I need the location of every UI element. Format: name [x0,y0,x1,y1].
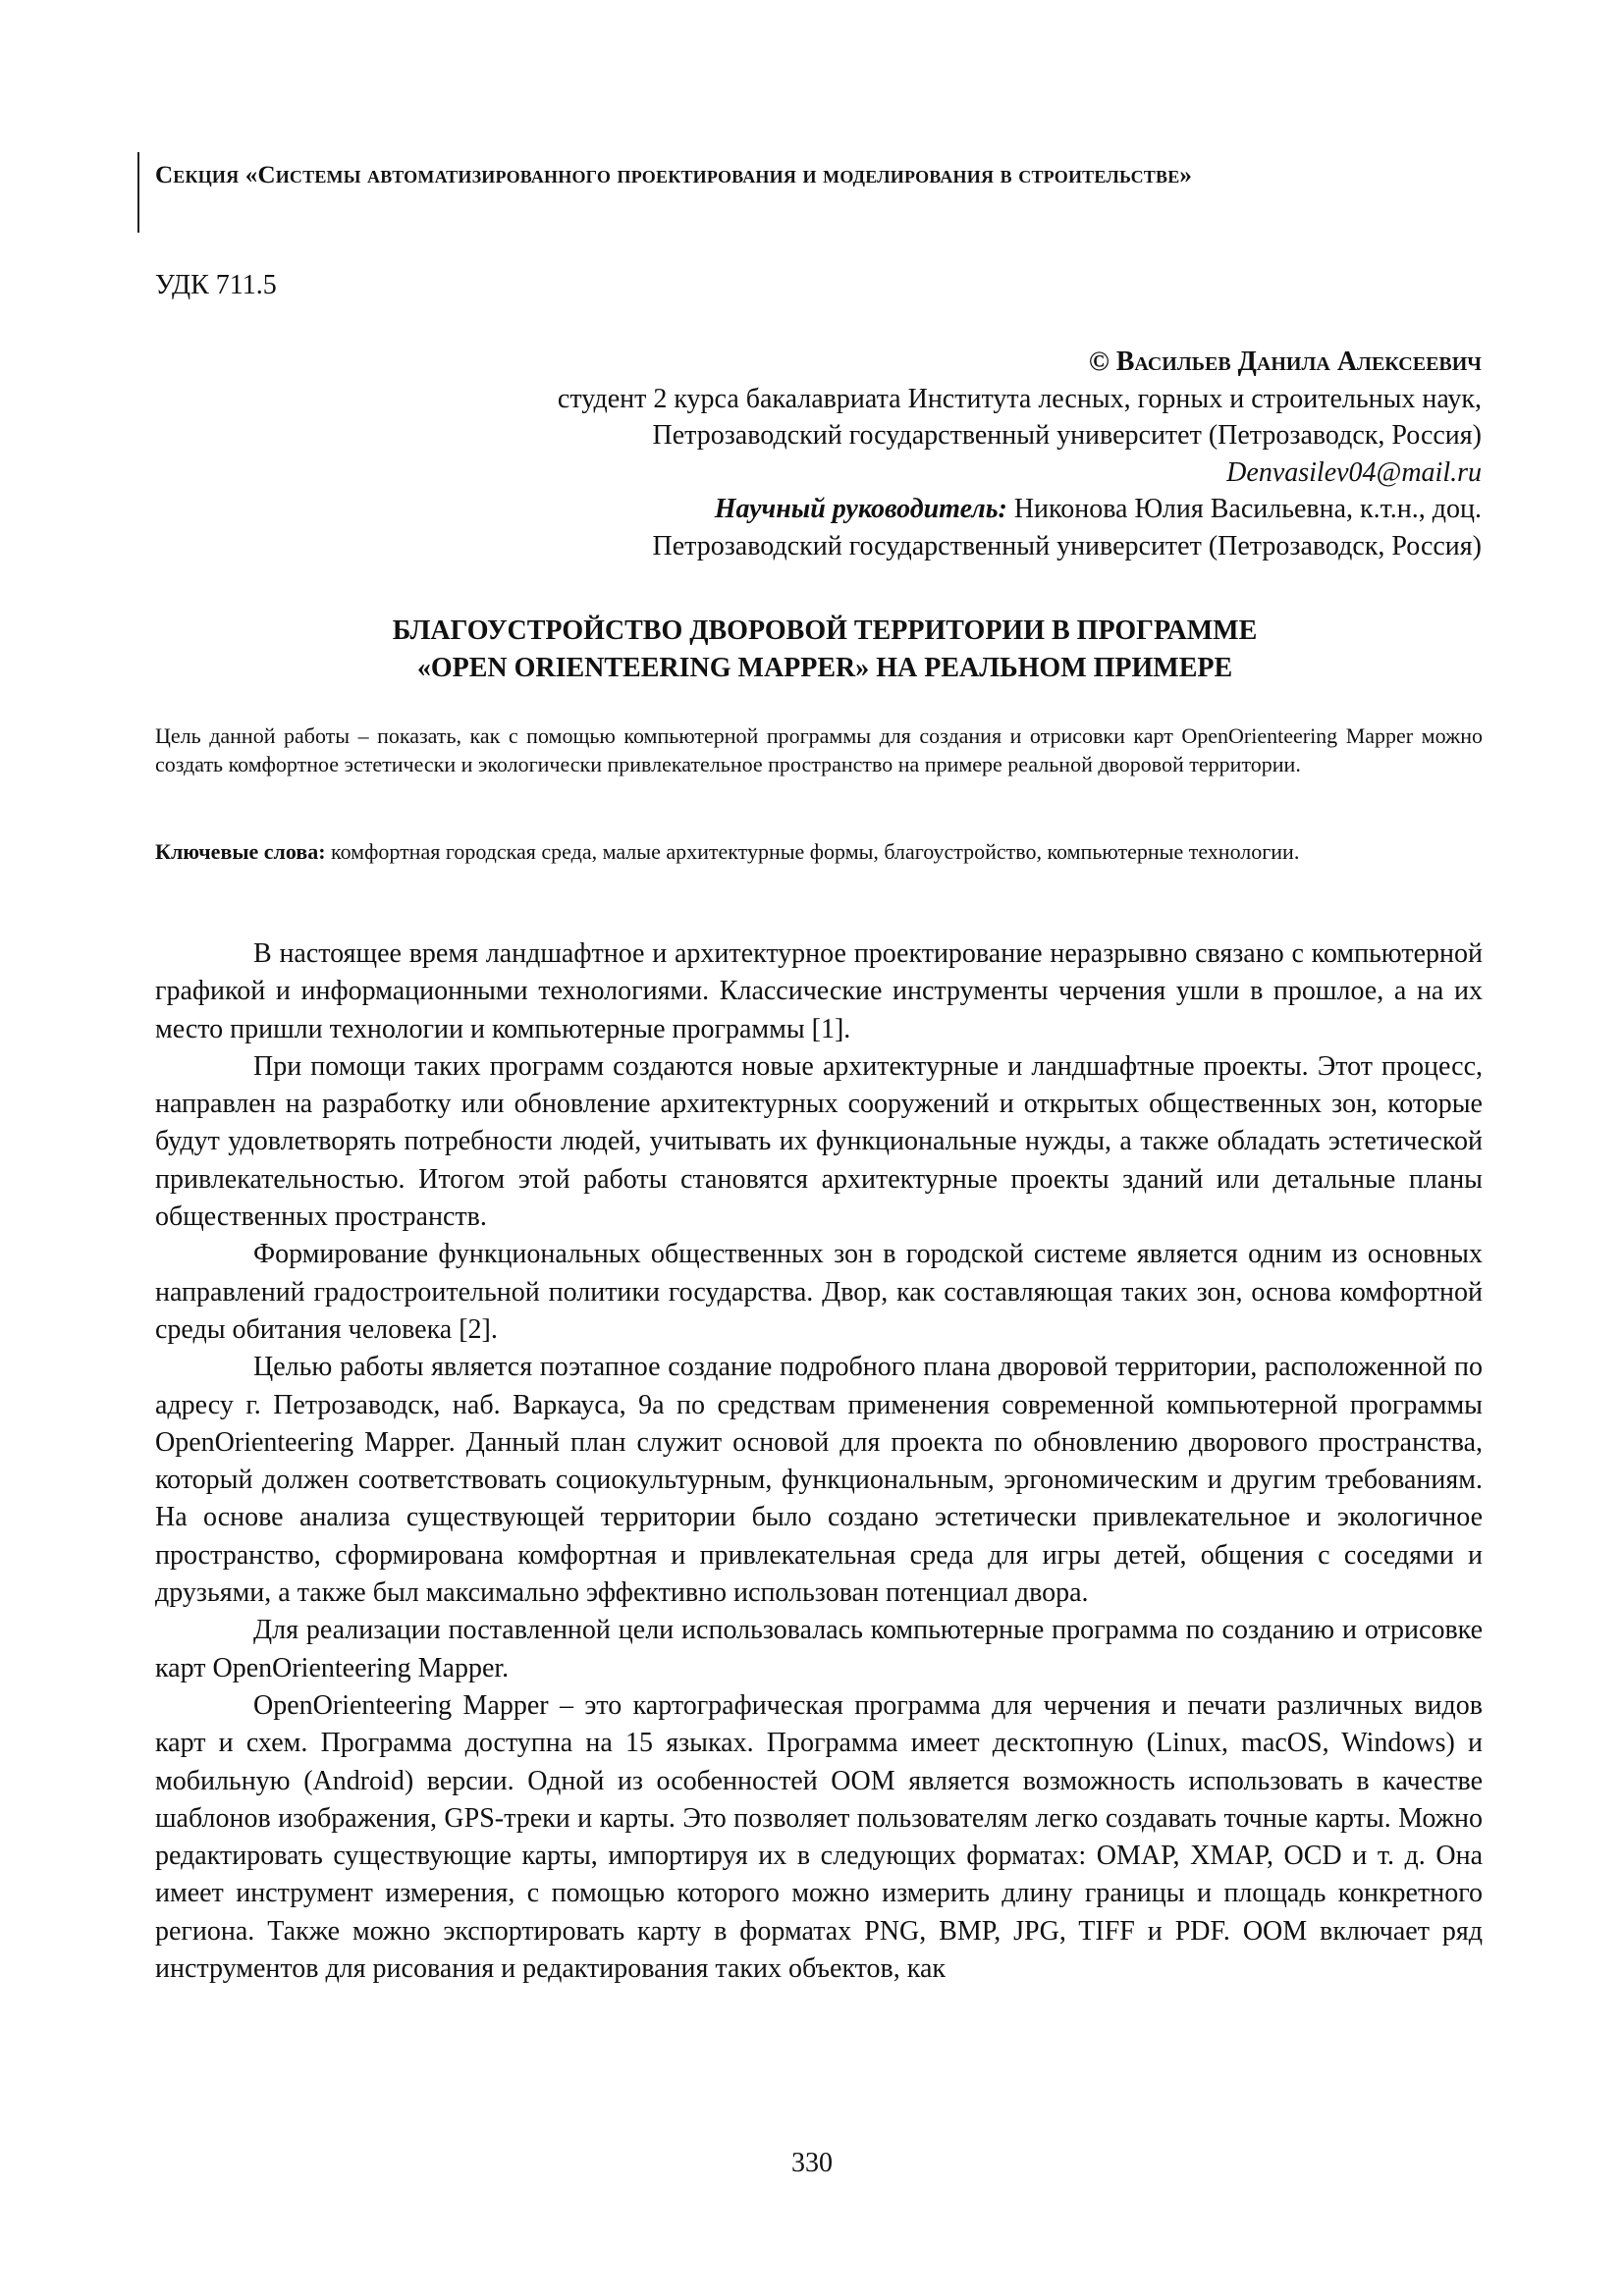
supervisor-name: Никонова Юлия Васильевна, к.т.н., доц. [1006,494,1482,524]
paragraph: Для реализации поставленной цели использовалась компьютерные программа по созданию и отрисовке карт OpenOrienteering Mapper. [155,1615,1483,1683]
paragraph: Целью работы является поэтапное создание подробного плана дворовой территории, расположенной по адресу г. Петрозаводск, наб. Варкауса, 9а по средствам применения современной компьютерной программы OpenOrienteering Mapper. Данный план служит основой для проекта по обновлению дворового пространства, который должен соответствовать социокультурным, функциональным, эргономическим и другим требованиям. На основе анализа существующей территории было создано эстетически привлекательное и экологичное пространство, сформирована комфортная и привлекательная среда для игры детей, общения с соседями и друзьями, а также был максимально эффективно использован потенциал двора. [155,1352,1483,1609]
paragraph: В настоящее время ландшафтное и архитектурное проектирование неразрывно связано с компьютерной графикой и информационными технологиями. Классические инструменты черчения ушли в прошлое, а на их место пришли технологии и компьютерные программы [1]. [155,938,1483,1044]
page-number: 330 [791,2148,833,2178]
paper-title-line-2: «OPEN ORIENTEERING MAPPER» НА РЕАЛЬНОМ ПРИМЕРЕ [416,653,1233,683]
keywords-label: Ключевые слова: [155,839,326,864]
paragraph: OpenOrienteering Mapper – это картографическая программа для черчения и печати различных видов карт и схем. Программа доступна на 15 языках. Программа имеет десктопную (Linux, macOS, Windows) и мобильную (Android) версии. Одной из особенностей OOM является возможность использовать в качестве шаблонов изображения, GPS-треки и карты. Это позволяет пользователям легко создавать точные карты. Можно редактировать существующие карты, импортируя их в следующих форматах: OMAP, XMAP, OCD и т. д. Она имеет инструмент измерения, с помощью которого можно измерить длину границы и площадь конкретного региона. Также можно экспортировать карту в форматах PNG, BMP, JPG, TIFF и PDF. OOM включает ряд инструментов для рисования и редактирования таких объектов, как [155,1689,1483,1985]
keywords [155,837,1483,866]
udk-code: УДК 711.5 [155,270,277,300]
author-email[interactable]: Denvasilev04@mail.ru [1226,456,1482,488]
paragraph: При помощи таких программ создаются новые архитектурные и ландшафтные проекты. Этот процесс, направлен на разработку или обновление архитектурных сооружений и открытых общественных зон, которые будут удовлетворять потребности людей, учитывать их функциональные нужды, а также обладать эстетической привлекательностью. Итогом этой работы становятся архитектурные проекты зданий или детальные планы общественных пространств. [155,1050,1483,1233]
author-name: © Васильев Данила Алексеевич [1088,347,1482,377]
supervisor-label: Научный руководитель: [714,494,1007,524]
section-marker-bar [137,152,139,233]
abstract: Цель данной работы – показать, как с помощью компьютерной программы для создания и отрисовки карт OpenOrienteering Mapper можно создать комфортное эстетически и экологически привлекательное пространство на примере реальной дворовой территории. [155,723,1483,776]
author-affiliation: Петрозаводский государственный университет (Петрозаводск, Россия) [652,420,1482,451]
paragraph: Формирование функциональных общественных зон в городской системе является одним из основных направлений градостроительной политики государства. Двор, как составляющая таких зон, основа комфортной среды обитания человека [2]. [155,1239,1483,1345]
paper-title-line-1: БЛАГОУСТРОЙСТВО ДВОРОВОЙ ТЕРРИТОРИИ В ПРОГРАММЕ [392,615,1258,646]
author-block [303,344,1482,564]
supervisor-line [303,491,1482,528]
keywords-text: комфортная городская среда, малые архитектурные формы, благоустройство, компьютерные технологии. [325,839,1300,864]
section-header: Секция «Системы автоматизированного проектирования и моделирования в строительстве» [155,162,1193,188]
supervisor-affiliation: Петрозаводский государственный университет (Петрозаводск, Россия) [652,530,1482,561]
author-position: студент 2 курса бакалавриата Института лесных, горных и строительных наук, [557,383,1482,414]
body-text [155,935,1483,1988]
paper-title [137,613,1512,687]
